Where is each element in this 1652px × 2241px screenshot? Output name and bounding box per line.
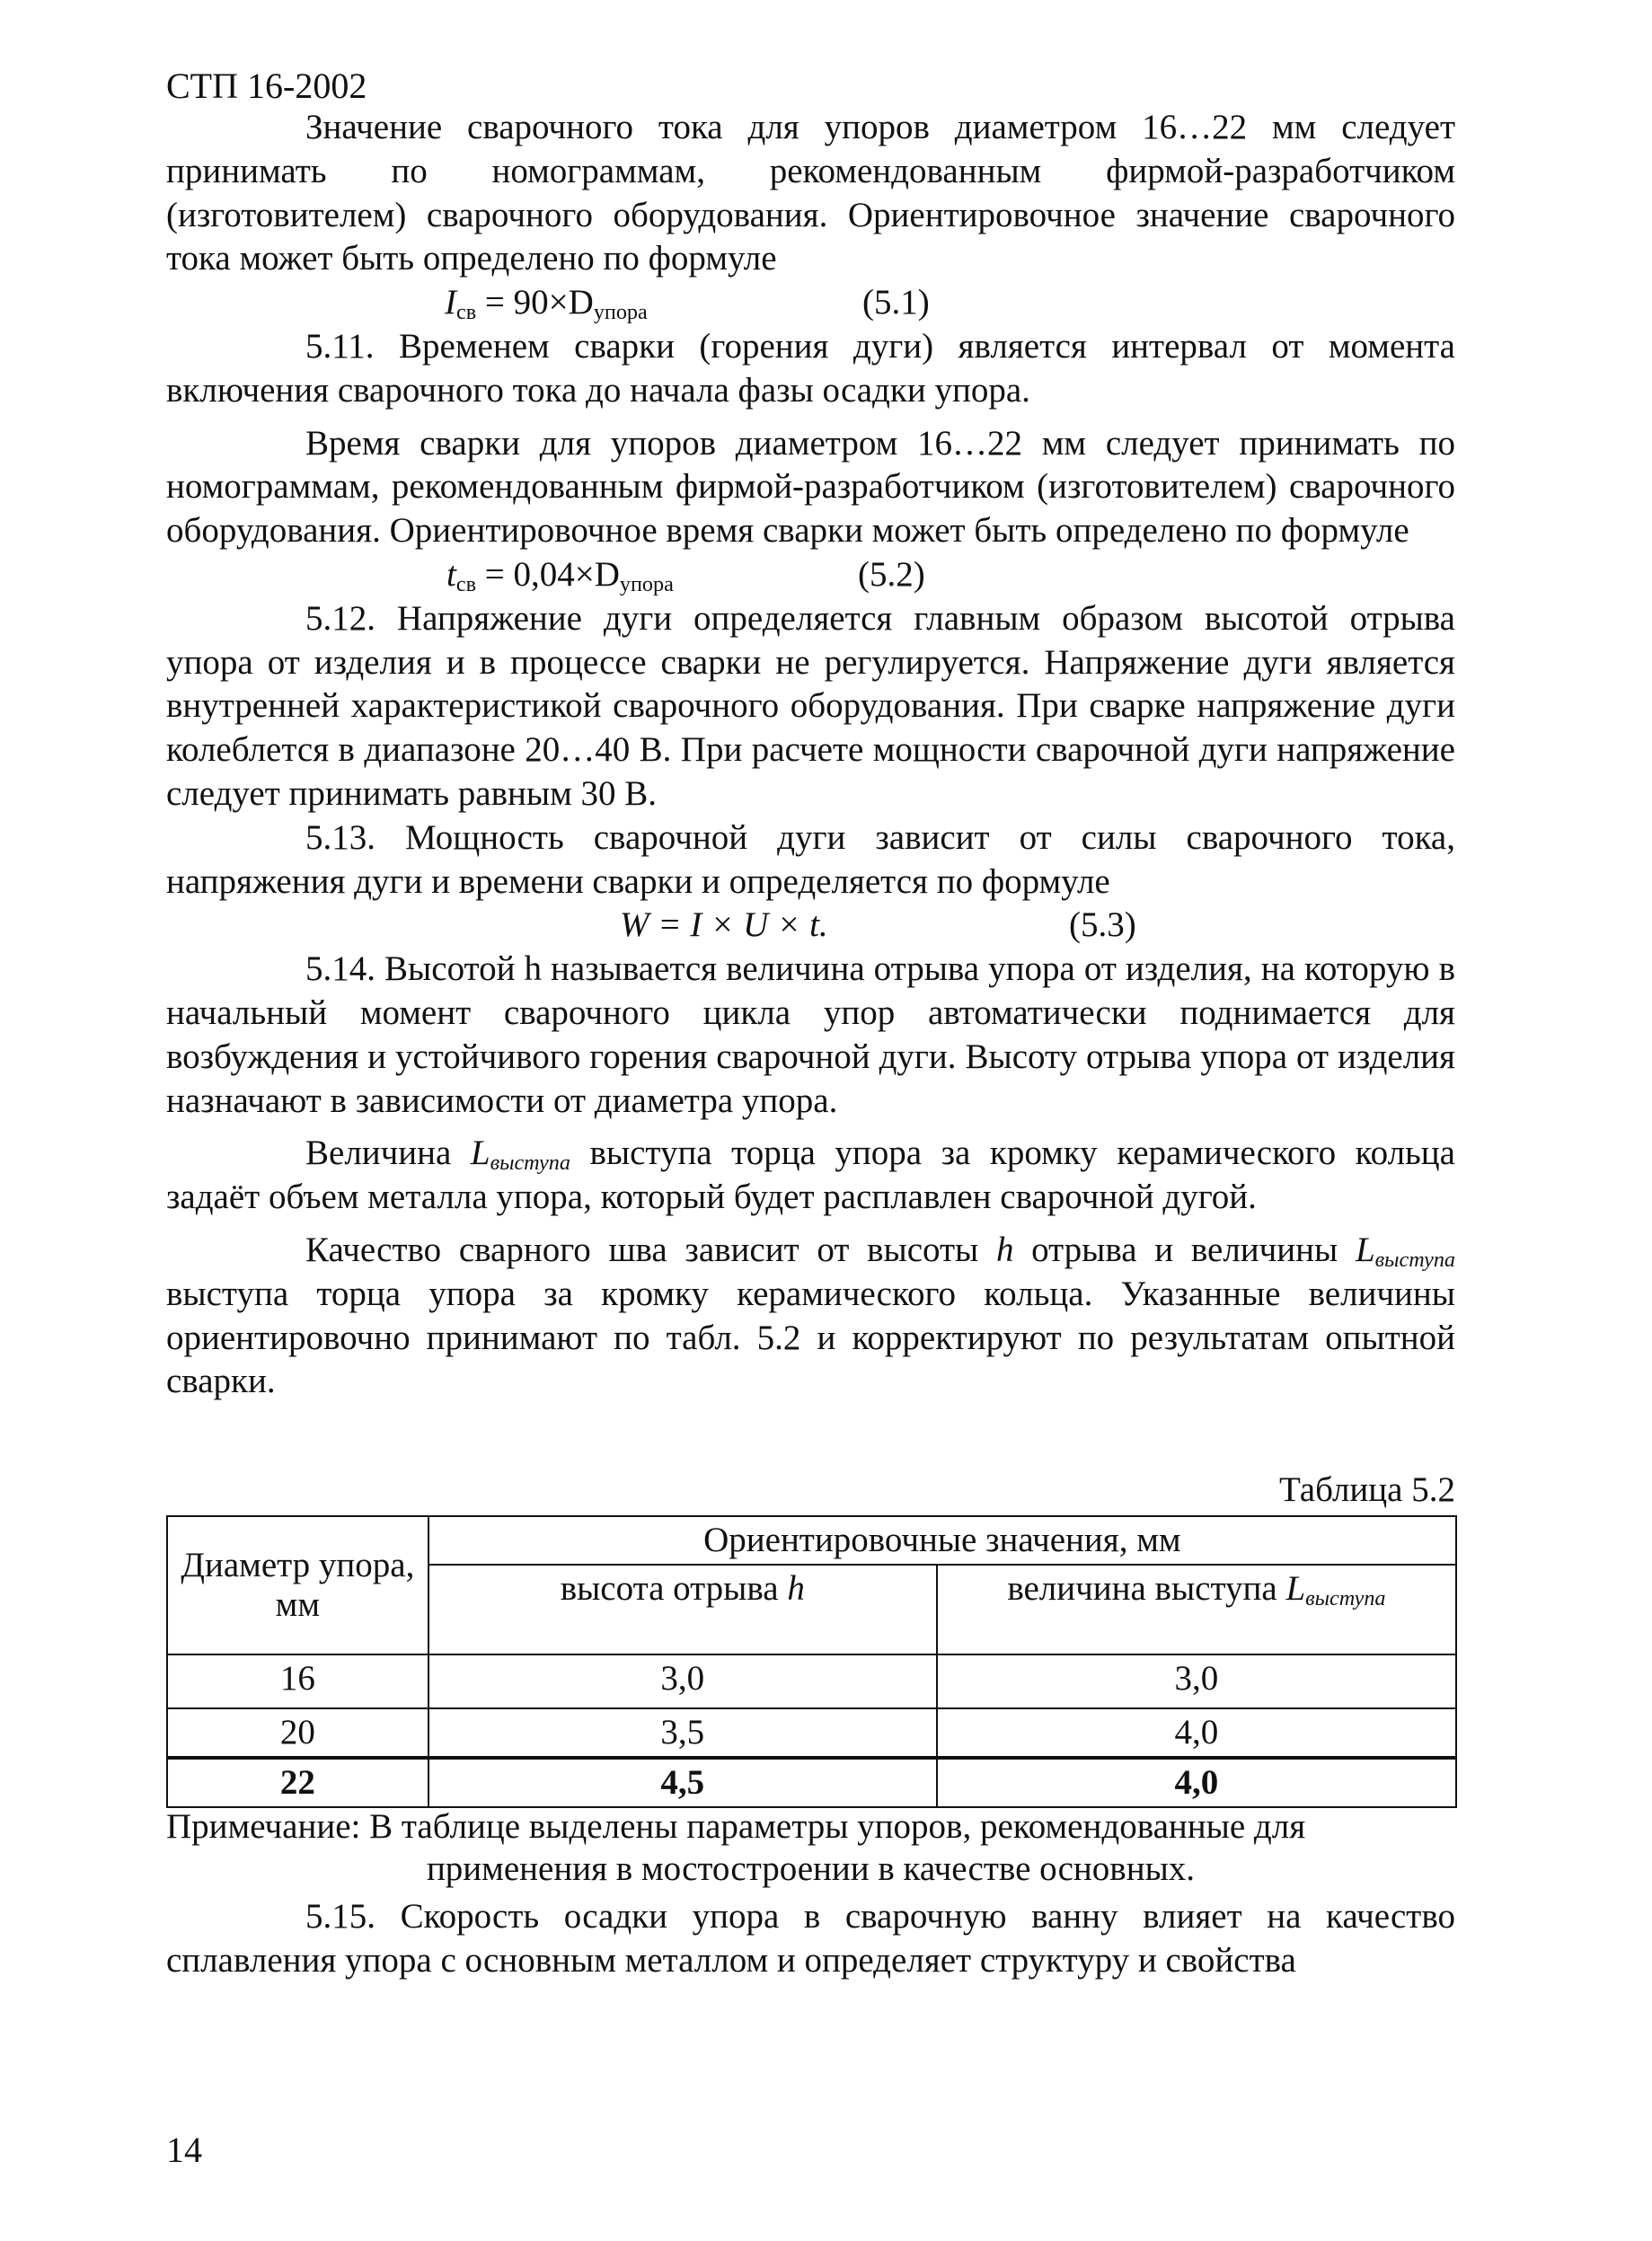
table-caption: Таблица 5.2: [1278, 1470, 1455, 1509]
table-header-row: [167, 1516, 1456, 1565]
paragraph-protrusion: Величина $L_{выступа}$ выступа торца упора за кромку керамического кольца задаёт объем металла упора, который будет расплавлен сварочной дугой.: [166, 1134, 1455, 1217]
main-text: [166, 106, 1455, 1404]
table-row: [167, 1654, 1456, 1708]
paragraph-5-12: 5.12. Напряжение дуги определяется главным образом высотой отрыва упора от изделия и в процессе сварки не регулируется. Напряжение дуги является внутренней характеристикой сварочного оборудования. При сварке напряжение дуги колеблется в диапазоне 20…40 В. При расчете мощности сварочной дуги напряжение следует принимать равным 30 В.: [166, 598, 1455, 813]
main-text-continued: [166, 1895, 1455, 1983]
table-cell: 3,5: [428, 1708, 937, 1758]
paragraph-5-14: 5.14. Высотой h называется величина отрыва упора от изделия, на которую в начальный момент сварочного цикла упор автоматически поднимается для возбуждения и устойчивого горения сварочной дуги. Высоту отрыва упора от изделия назначают в зависимости от диаметра упора.: [166, 949, 1455, 1120]
column-header-diameter: Диаметр упора, мм: [167, 1516, 428, 1654]
table-row: [167, 1708, 1456, 1758]
formula-number: (5.1): [862, 283, 930, 322]
document-code-header: СТП 16-2002: [166, 66, 367, 106]
paragraph-5-11: 5.11. Временем сварки (горения дуги) является интервал от момента включения сварочного тока до начала фазы осадки упора.: [166, 326, 1455, 410]
paragraph-welding-time: Время сварки для упоров диаметром 16…22 мм следует принимать по номограммам, рекомендованным фирмой-разработчиком (изготовителем) сварочного оборудования. Ориентировочное время сварки может быть определено по формуле: [166, 423, 1455, 551]
table-cell: 16: [167, 1654, 428, 1708]
paragraph-5-15: 5.15. Скорость осадки упора в сварочную ванну влияет на качество сплавления упора с основным металлом и определяет структуру и свойства: [166, 1897, 1455, 1980]
formula-expression: $t_{св} = 0,04\times D_{упора}$: [446, 554, 674, 596]
table-cell: 4,5: [428, 1758, 937, 1807]
formula-expression: $I_{св} = 90\times D_{упора}$: [445, 283, 648, 325]
table-cell: 20: [167, 1708, 428, 1758]
formula-5-1: [166, 281, 1455, 325]
formula-number: (5.2): [858, 554, 925, 594]
column-group-header: Ориентировочные значения, мм: [428, 1516, 1456, 1565]
paragraph-weld-quality: Качество сварного шва зависит от высоты h отрыва и величины $L_{выступа}$ выступа торца упора за кромку керамического кольца. Указанные величины ориентировочно принимают по табл. 5.2 и корректируют по результатам опытной сварки.: [166, 1230, 1455, 1401]
table-cell: 4,0: [937, 1758, 1456, 1807]
paragraph-welding-current: Значение сварочного тока для упоров диаметром 16…22 мм следует принимать по номограммам, рекомендованным фирмой-разработчиком (изготовителем) сварочного оборудования. Ориентировочное значение сварочного тока может быть определено по формуле: [166, 108, 1455, 278]
stud-parameters-table: [166, 1515, 1457, 1808]
table-cell: 4,0: [937, 1708, 1456, 1758]
formula-5-2: [166, 553, 1455, 597]
formula-number: (5.3): [1069, 905, 1136, 945]
column-header-lift-height: высота отрыва h: [428, 1565, 937, 1654]
page-number: 14: [166, 2130, 202, 2170]
table-cell: 3,0: [937, 1654, 1456, 1708]
table-cell: 22: [167, 1758, 428, 1807]
column-header-protrusion: величина выступа $L_{выступа}$: [937, 1565, 1456, 1654]
formula-5-3: [166, 904, 1455, 948]
paragraph-5-13: 5.13. Мощность сварочной дуги зависит от силы сварочного тока, напряжения дуги и времени сварки и определяется по формуле: [166, 817, 1455, 901]
table-row-highlighted: [167, 1758, 1456, 1807]
formula-expression: W = I × U × t.: [620, 905, 828, 945]
table-note: [166, 1805, 1455, 1890]
table-cell: 3,0: [428, 1654, 937, 1708]
note-line-2: применения в мостостроении в качестве основных.: [426, 1849, 1196, 1888]
note-line-1: Примечание: В таблице выделены параметры упоров, рекомендованные для: [166, 1807, 1306, 1846]
